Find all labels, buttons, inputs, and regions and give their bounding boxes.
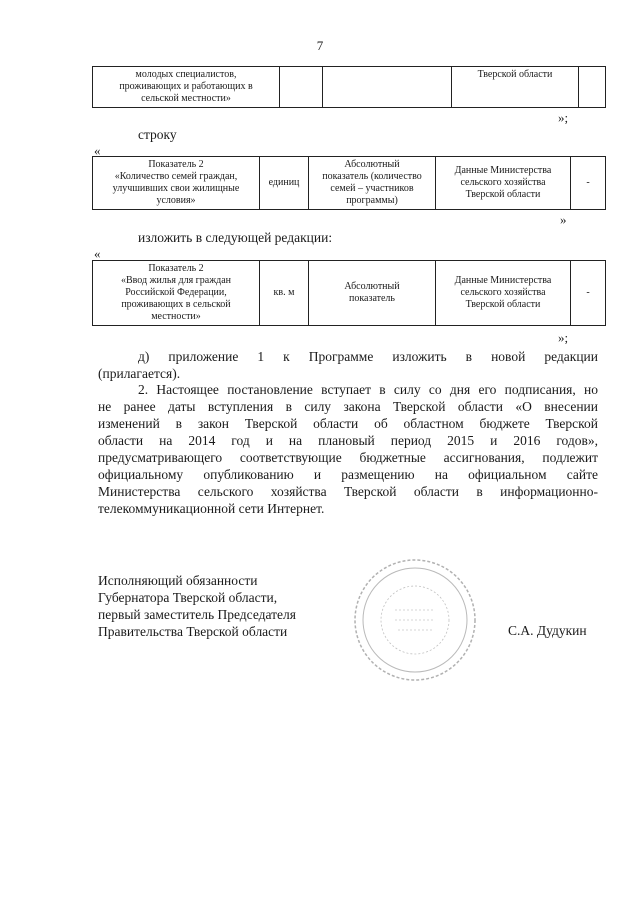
cell-line: семей – участников bbox=[330, 183, 414, 194]
label-stroku: строку bbox=[138, 127, 177, 142]
table-old-col2: единиц bbox=[260, 157, 309, 210]
paragraph-line: 2. Настоящее постановление вступает в силу со дня его подписания, но bbox=[138, 382, 598, 397]
cell-line: Данные Министерства bbox=[454, 165, 552, 176]
table-old-col5: - bbox=[571, 157, 606, 210]
cell-line: Абсолютный bbox=[344, 281, 400, 292]
closing-quote-2: » bbox=[560, 212, 567, 227]
signatory-name: С.А. Дудукин bbox=[508, 623, 587, 638]
signature-line: Губернатора Тверской области, bbox=[98, 590, 278, 605]
official-seal-icon bbox=[350, 555, 480, 685]
signature-line: первый заместитель Председателя bbox=[98, 607, 296, 622]
cell-line: Данные Министерства bbox=[454, 275, 552, 286]
cell-line: показатель bbox=[349, 293, 395, 304]
table-new-col2: кв. м bbox=[260, 261, 309, 326]
table-top-col3 bbox=[323, 67, 452, 108]
cell-line: сельского хозяйства bbox=[460, 287, 546, 298]
opening-quote-1: « bbox=[94, 143, 101, 158]
cell-line: «Количество семей граждан, bbox=[114, 171, 238, 182]
table-old-indicator bbox=[92, 156, 606, 210]
table-new-col5: - bbox=[571, 261, 606, 326]
table-new-indicator bbox=[92, 260, 606, 326]
paragraph-line: (прилагается). bbox=[98, 366, 181, 381]
cell-line: проживающих в сельской bbox=[121, 299, 231, 310]
paragraph-line: д) приложение 1 к Программе изложить в новой редакции bbox=[138, 349, 598, 364]
paragraph-line: области на 2014 год и на плановый период 2015 и 2016 годов», bbox=[98, 433, 598, 448]
closing-quote-1: »; bbox=[558, 110, 569, 125]
table-old-col1 bbox=[93, 157, 260, 210]
page-number: 7 bbox=[316, 38, 324, 53]
table-top-fragment bbox=[92, 66, 606, 108]
signature-block bbox=[98, 572, 296, 640]
cell-line: Тверской области bbox=[465, 299, 541, 310]
cell-line: молодых специалистов, bbox=[135, 69, 237, 80]
table-new-col4 bbox=[436, 261, 571, 326]
cell-line: показатель (количество bbox=[322, 171, 422, 182]
table-top-col5 bbox=[579, 67, 606, 108]
cell-line: Российской Федерации, bbox=[125, 287, 227, 298]
cell-line: Тверской области bbox=[465, 189, 541, 200]
cell-line: программы) bbox=[346, 195, 398, 206]
cell-line: улучшивших свои жилищные bbox=[112, 183, 240, 194]
cell-line: условия» bbox=[156, 195, 196, 206]
closing-quote-3: »; bbox=[558, 330, 569, 345]
paragraph-line: не ранее даты вступления в силу закона Тверской области «О внесении bbox=[98, 399, 598, 414]
cell-line: сельского хозяйства bbox=[460, 177, 546, 188]
cell-line: Показатель 2 bbox=[148, 263, 204, 274]
cell-line: местности» bbox=[151, 311, 201, 322]
cell-line: проживающих и работающих в bbox=[119, 81, 253, 92]
table-top-col1 bbox=[93, 67, 280, 108]
table-new-col3 bbox=[309, 261, 436, 326]
table-top-col2 bbox=[280, 67, 323, 108]
table-old-col4 bbox=[436, 157, 571, 210]
signature-line: Исполняющий обязанности bbox=[98, 573, 258, 588]
cell-line: «Ввод жилья для граждан bbox=[120, 275, 232, 286]
opening-quote-2: « bbox=[94, 246, 101, 261]
paragraph-line: предусматривающего соответствующие бюджетные ассигнования, подлежит bbox=[98, 450, 598, 465]
cell-line: Показатель 2 bbox=[148, 159, 204, 170]
label-izlozhit: изложить в следующей редакции: bbox=[138, 230, 333, 245]
signature-line: Правительства Тверской области bbox=[98, 624, 288, 639]
paragraph-line: изменений в закон Тверской области об областном бюджете Тверской bbox=[98, 416, 598, 431]
table-old-col3 bbox=[309, 157, 436, 210]
cell-line: Абсолютный bbox=[344, 159, 400, 170]
paragraph-line: телекоммуникационной сети Интернет. bbox=[98, 501, 325, 516]
paragraph-d bbox=[98, 348, 598, 382]
paragraph-2 bbox=[98, 381, 598, 517]
paragraph-line: официальному опубликованию и размещению на официальном сайте bbox=[98, 467, 598, 482]
cell-line: сельской местности» bbox=[141, 93, 231, 104]
table-top-col4: Тверской области bbox=[452, 67, 579, 108]
paragraph-line: Министерства сельского хозяйства Тверской области в информационно- bbox=[98, 484, 598, 499]
table-new-col1 bbox=[93, 261, 260, 326]
